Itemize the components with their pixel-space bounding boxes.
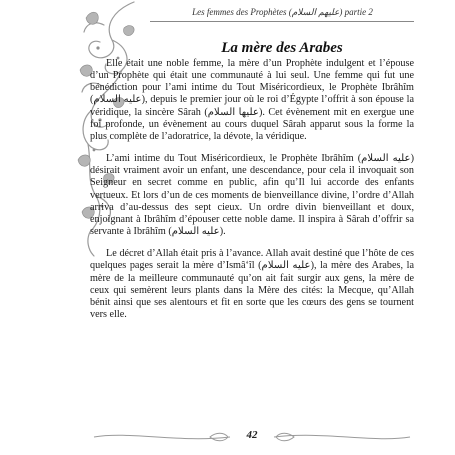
page-footer (90, 428, 414, 446)
paragraph: Le décret d’Allah était pris à l’avance. Allah avait destiné que l’hôte de ces quelques pages serait la mère d’Ismâ‘îl (عليه السلام), la mère des Arabes, la mère de la meilleure communauté qu’on ait fait surgir aux gens, la mère de ceux qui semèrent leurs plants dans la Mère des cités: la Mecque, qu’Allah bénit ainsi que ses alentours et fit en sorte que les cœurs des gens se tournent vers elle. (90, 248, 415, 320)
body-text (90, 58, 414, 331)
header-rule (150, 21, 414, 22)
running-header: Les femmes des Prophètes (عليهم السلام) partie 2 (192, 7, 373, 17)
paragraph: Elle était une noble femme, la mère d’un Prophète indulgent et l’épouse d’un Prophète qui était une communauté à lui seul. Une femme qui fut une bénédiction pour l’ami intime du Tout Miséricordieux, le Prophète Ibrâhîm (عليه السلام), depuis le premier jour où le roi d’Égypte l’offrit à son épouse la véridique, la sincère Sârah (عليها السلام). Cet évènement mit en exergue une foi profonde, un évènement au cours duquel Sârah apparut sous la forme la plus complète de l’adoratrice, la dévote, la véridique. (90, 58, 414, 142)
section-title: La mère des Arabes (221, 40, 343, 56)
page-number: 42 (246, 429, 258, 441)
paragraph: L’ami intime du Tout Miséricordieux, le Prophète Ibrâhîm (عليه السلام) désirait vraiment avoir un enfant, une descendance, pour cela il invoquait son Seigneur en secret comme en public, afin qu’Il lui accorde des enfants vertueux. Et lors d’un de ces moments de bienveillance divine, l’ordre d’Allah arriva d’au-dessus des sept cieux. Un ordre divin bienveillant et doux, enjoignant à Ibrâhîm d’épouser cette noble dame. Il inspira à Sârah d’offrir sa servante à Ibrâhîm (عليه السلام). (90, 153, 414, 238)
